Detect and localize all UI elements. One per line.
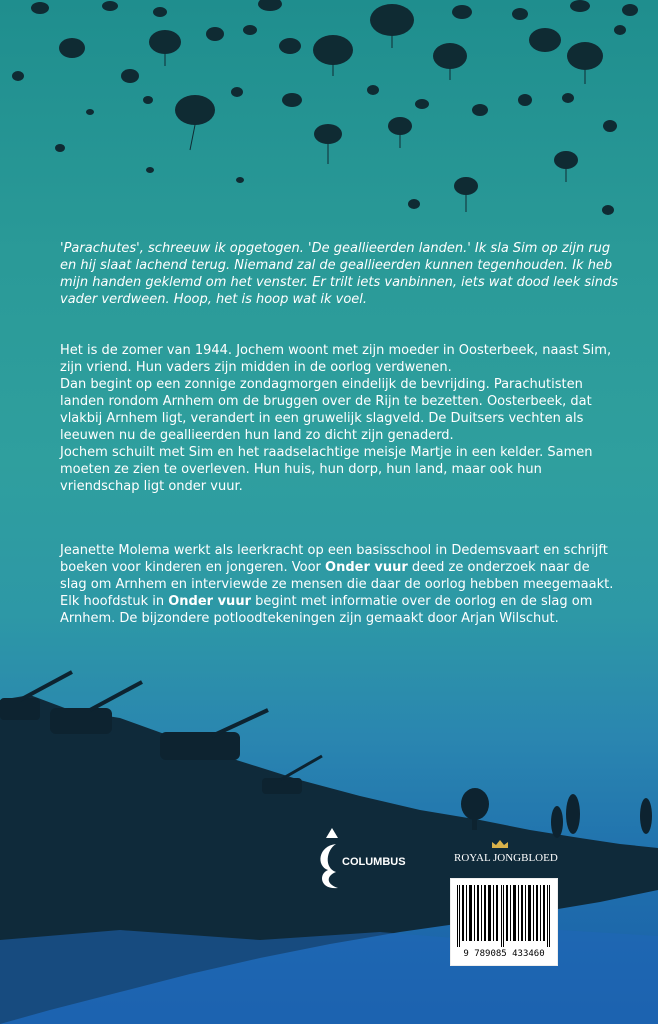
parachutes-illustration (0, 0, 658, 230)
book-title-1: Onder vuur (325, 560, 408, 575)
story-paragraph-2: Dan begint op een zonnige zondagmorgen eindelijk de bevrijding. Parachutisten landen rondom Arnhem om de bruggen over de Rijn te bezetten. Oosterbeek, dat vlakbij Arnhem ligt, verandert in een gruwelijk slagveld. De Duitsers vechten als leeuwen nu de geallieerden hun land zo dicht zijn genaderd. (60, 377, 592, 443)
quote-text: 'Parachutes', schreeuw ik opgetogen. 'De geallieerden landen.' Ik sla Sim op zijn rug en hij slaat lachend terug. Niemand zal de geallieerden kunnen tegenhouden. Ik heb mijn handen geklemd om het venster. Er trilt iets vanbinnen, iets wat dood leek sinds vader verdween. Hoop, het is hoop wat ik voel. (60, 241, 619, 307)
author-text-3: begint met informatie over de oorlog en de slag om Arnhem. De bijzondere potloodtekeningen zijn gemaakt door Arjan Wilschut. (60, 594, 593, 626)
story-paragraph-3: Jochem schuilt met Sim en het raadselachtige meisje Martje in een kelder. Samen moeten ze zien te overleven. Hun huis, hun dorp, hun land, maar ook hun vriendschap ligt onder vuur. (60, 445, 593, 494)
isbn-digits: 9 789085 433460 (463, 949, 545, 959)
author-text-1: Jeanette Molema werkt als leerkracht op een basisschool in Dedemsvaart en schrijft boeken voor kinderen en jongeren. Voor (60, 543, 608, 575)
author-paragraph (60, 542, 620, 627)
story-paragraph-1: Het is de zomer van 1944. Jochem woont met zijn moeder in Oosterbeek, naast Sim, zijn vriend. Hun vaders zijn midden in de oorlog verdwenen. (60, 343, 612, 375)
author-text-2: deed ze onderzoek naar de slag om Arnhem en interviewde ze mensen die daar de oorlog hebben meegemaakt. Elk hoofdstuk in (60, 560, 614, 609)
book-title-2: Onder vuur (168, 594, 251, 609)
quote-paragraph (60, 240, 620, 308)
royal-jongbloed-logo (450, 838, 570, 878)
isbn-barcode (450, 878, 558, 966)
columbus-logo-text: COLUMBUS (342, 856, 406, 868)
story-summary (60, 342, 620, 495)
royal-jongbloed-logo-text: ROYAL JONGBLOED (454, 852, 558, 864)
barcode-bars (457, 885, 551, 947)
crown-icon (490, 838, 510, 850)
columbus-logo (312, 822, 442, 892)
author-bio (60, 542, 620, 627)
